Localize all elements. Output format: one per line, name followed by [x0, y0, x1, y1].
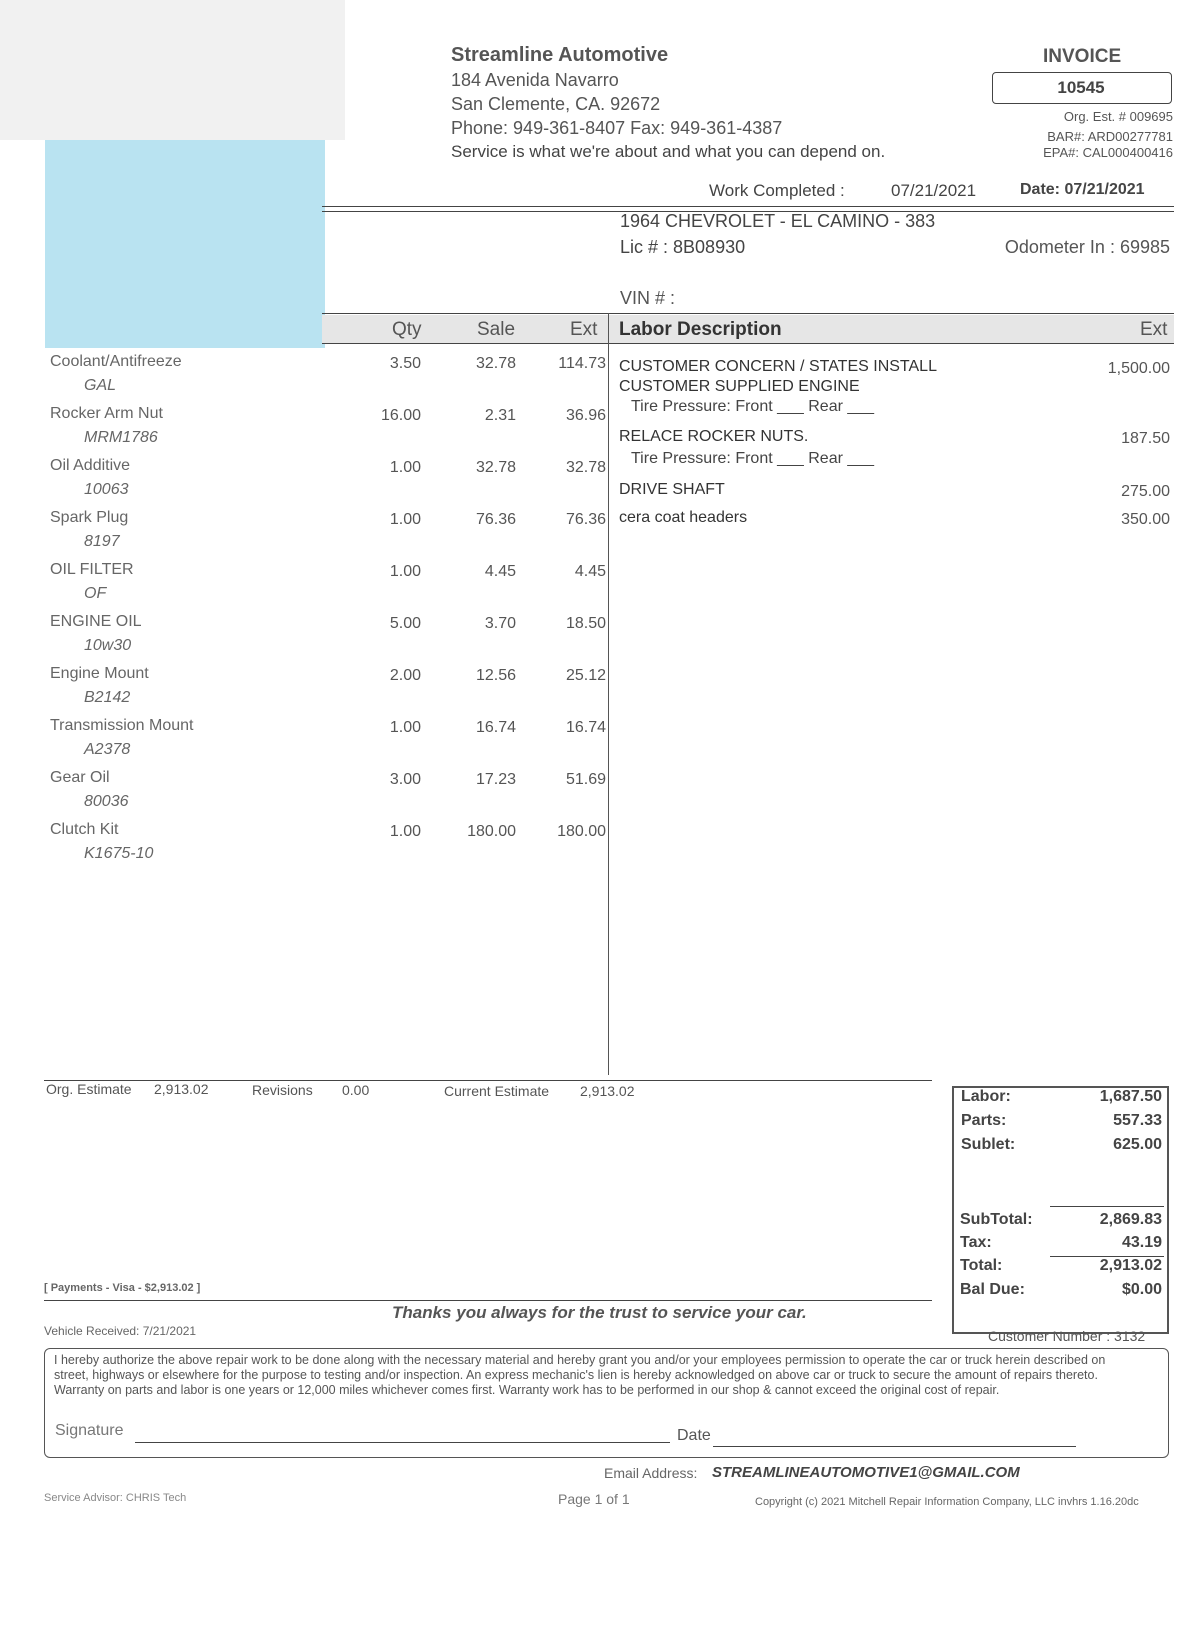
part-name: Rocker Arm Nut — [50, 405, 163, 422]
total-label: Total: — [960, 1257, 1003, 1274]
part-ext: 114.73 — [558, 355, 606, 372]
balance-due: $0.00 — [1121, 1281, 1162, 1298]
part-number: 10w30 — [84, 637, 132, 654]
part-ext: 18.50 — [565, 615, 606, 632]
part-number: 8197 — [84, 533, 120, 550]
part-name: ENGINE OIL — [50, 613, 142, 630]
part-sale: 180.00 — [467, 823, 516, 840]
tax: 43.19 — [1121, 1234, 1162, 1251]
current-estimate-label: Current Estimate — [444, 1083, 550, 1099]
part-qty: 3.00 — [389, 771, 421, 788]
shop-slogan: Service is what we're about and what you can depend on. — [451, 142, 886, 161]
part-sale: 4.45 — [484, 563, 516, 580]
part-number: 80036 — [84, 793, 129, 810]
bar-number: BAR#: ARD00277781 — [1047, 129, 1173, 144]
payments-summary: [ Payments - Visa - $2,913.02 ] — [44, 1282, 201, 1294]
labor-total-label: Labor: — [961, 1088, 1011, 1105]
license-plate: Lic # : 8B08930 — [620, 237, 746, 257]
customer-number: Customer Number : 3132 — [988, 1328, 1146, 1344]
tire-pressure-line: Tire Pressure: Front ___ Rear ___ — [631, 450, 875, 467]
revisions-label: Revisions — [252, 1082, 313, 1098]
part-ext: 76.36 — [565, 511, 606, 528]
part-number: MRM1786 — [84, 429, 158, 446]
col-sale-header: Sale — [477, 319, 516, 340]
labor-description: DRIVE SHAFT — [619, 481, 725, 498]
tire-pressure-line: Tire Pressure: Front ___ Rear ___ — [631, 398, 875, 415]
part-number: A2378 — [84, 741, 131, 758]
part-sale: 12.56 — [475, 667, 516, 684]
part-sale: 2.31 — [484, 407, 516, 424]
shop-address-line1: 184 Avenida Navarro — [451, 70, 619, 90]
part-ext: 32.78 — [565, 459, 606, 476]
part-sale: 3.70 — [484, 615, 516, 632]
sticky-note-redaction — [45, 140, 325, 348]
date-label: Date — [677, 1427, 711, 1444]
labor-ext: 350.00 — [1121, 511, 1170, 528]
shop-name: Streamline Automotive — [451, 44, 669, 66]
work-completed-label: Work Completed : — [709, 181, 845, 200]
part-sale: 32.78 — [475, 459, 516, 476]
org-estimate-value: 2,913.02 — [154, 1081, 209, 1097]
org-est-number: Org. Est. # 009695 — [1063, 109, 1173, 124]
part-number: 10063 — [84, 481, 129, 498]
part-number: GAL — [84, 377, 117, 394]
parts-total-label: Parts: — [961, 1112, 1007, 1129]
part-name: Clutch Kit — [50, 821, 119, 838]
labor-total: 1,687.50 — [1099, 1088, 1162, 1105]
divider — [44, 1300, 932, 1301]
labor-ext: 275.00 — [1121, 483, 1170, 500]
sublet-total-label: Sublet: — [961, 1136, 1016, 1153]
col-qty-header: Qty — [392, 319, 422, 340]
tax-label: Tax: — [960, 1234, 992, 1251]
signature-label: Signature — [55, 1422, 124, 1439]
part-sale: 17.23 — [475, 771, 516, 788]
vin-label: VIN # : — [620, 288, 676, 308]
invoice-number: 10545 — [1057, 78, 1105, 97]
org-estimate-label: Org. Estimate — [46, 1081, 132, 1097]
part-number: B2142 — [84, 689, 131, 706]
part-name: Spark Plug — [50, 509, 129, 526]
shop-address-line2: San Clemente, CA. 92672 — [451, 94, 661, 114]
labor-ext: 187.50 — [1121, 430, 1170, 447]
part-qty: 1.00 — [389, 459, 421, 476]
divider — [322, 206, 1174, 207]
vehicle-description: 1964 CHEVROLET - EL CAMINO - 383 — [620, 211, 936, 231]
part-ext: 180.00 — [557, 823, 606, 840]
page-number: Page 1 of 1 — [558, 1491, 630, 1507]
balance-due-label: Bal Due: — [960, 1281, 1025, 1298]
date-line — [713, 1446, 1076, 1447]
part-name: Engine Mount — [50, 665, 149, 682]
part-name: OIL FILTER — [50, 561, 134, 578]
authorization-text: I hereby authorize the above repair work to be done along with the necessary material and hereby grant you and/or your employees permission to operate the car or truck herein described on street, highways or elsewhere for the purpose to testing and/or inspection. An express mechanic's lien is hereby acknowledged on above car or truck to secure the amount of repairs thereto. Warranty on parts and labor is one years or 12,000 miles whichever comes first. Warranty work has to be performed in our shop & cannot exceed the original cost of repair. — [54, 1353, 1106, 1397]
thank-you-message: Thanks you always for the trust to service your car. — [392, 1303, 807, 1322]
part-qty: 2.00 — [389, 667, 421, 684]
epa-number: EPA#: CAL000400416 — [1043, 145, 1173, 160]
labor-description: RELACE ROCKER NUTS. — [619, 428, 809, 445]
total: 2,913.02 — [1099, 1257, 1162, 1274]
col-labor-description-header: Labor Description — [619, 319, 782, 340]
part-ext: 51.69 — [565, 771, 606, 788]
current-estimate-value: 2,913.02 — [580, 1083, 635, 1099]
sublet-total: 625.00 — [1113, 1136, 1162, 1153]
email-label: Email Address: — [604, 1465, 698, 1481]
part-qty: 5.00 — [389, 615, 421, 632]
vehicle-received: Vehicle Received: 7/21/2021 — [44, 1324, 197, 1338]
part-qty: 16.00 — [380, 407, 421, 424]
part-qty: 1.00 — [389, 823, 421, 840]
part-qty: 1.00 — [389, 719, 421, 736]
scan-shadow — [0, 0, 345, 140]
labor-ext: 1,500.00 — [1107, 360, 1170, 377]
part-qty: 3.50 — [389, 355, 421, 372]
part-number: K1675-10 — [84, 845, 154, 862]
col-ext-header: Ext — [570, 319, 598, 340]
column-divider — [608, 313, 609, 1075]
part-name: Transmission Mount — [50, 717, 194, 734]
part-ext: 4.45 — [574, 563, 606, 580]
subtotal: 2,869.83 — [1099, 1211, 1162, 1228]
part-qty: 1.00 — [389, 563, 421, 580]
part-ext: 16.74 — [565, 719, 606, 736]
part-name: Oil Additive — [50, 457, 131, 474]
email-address[interactable]: STREAMLINEAUTOMOTIVE1@GMAIL.COM — [712, 1464, 1020, 1481]
part-sale: 32.78 — [475, 355, 516, 372]
parts-total: 557.33 — [1113, 1112, 1162, 1129]
part-ext: 25.12 — [565, 667, 606, 684]
labor-description-continued: CUSTOMER SUPPLIED ENGINE — [619, 378, 860, 395]
work-completed-date: 07/21/2021 — [891, 181, 977, 200]
divider — [1050, 1206, 1164, 1207]
part-ext: 36.96 — [565, 407, 606, 424]
part-sale: 16.74 — [475, 719, 516, 736]
divider — [322, 313, 1174, 314]
signature-line — [135, 1442, 670, 1443]
part-qty: 1.00 — [389, 511, 421, 528]
revisions-value: 0.00 — [342, 1082, 370, 1098]
part-name: Gear Oil — [50, 769, 110, 786]
copyright: Copyright (c) 2021 Mitchell Repair Information Company, LLC invhrs 1.16.20dc — [755, 1496, 1139, 1508]
part-name: Coolant/Antifreeze — [50, 353, 182, 370]
part-sale: 76.36 — [475, 511, 516, 528]
service-advisor: Service Advisor: CHRIS Tech — [44, 1492, 187, 1504]
col-labor-ext-header: Ext — [1140, 319, 1168, 340]
labor-description: CUSTOMER CONCERN / STATES INSTALL — [619, 358, 937, 375]
invoice-label: INVOICE — [1043, 46, 1122, 67]
part-number: OF — [84, 585, 107, 602]
invoice-date: Date: 07/21/2021 — [1020, 181, 1145, 198]
divider — [322, 343, 1174, 344]
odometer-in: Odometer In : 69985 — [1004, 237, 1170, 257]
labor-description: cera coat headers — [619, 509, 748, 526]
shop-phone-fax: Phone: 949-361-8407 Fax: 949-361-4387 — [451, 118, 783, 138]
subtotal-label: SubTotal: — [960, 1211, 1033, 1228]
